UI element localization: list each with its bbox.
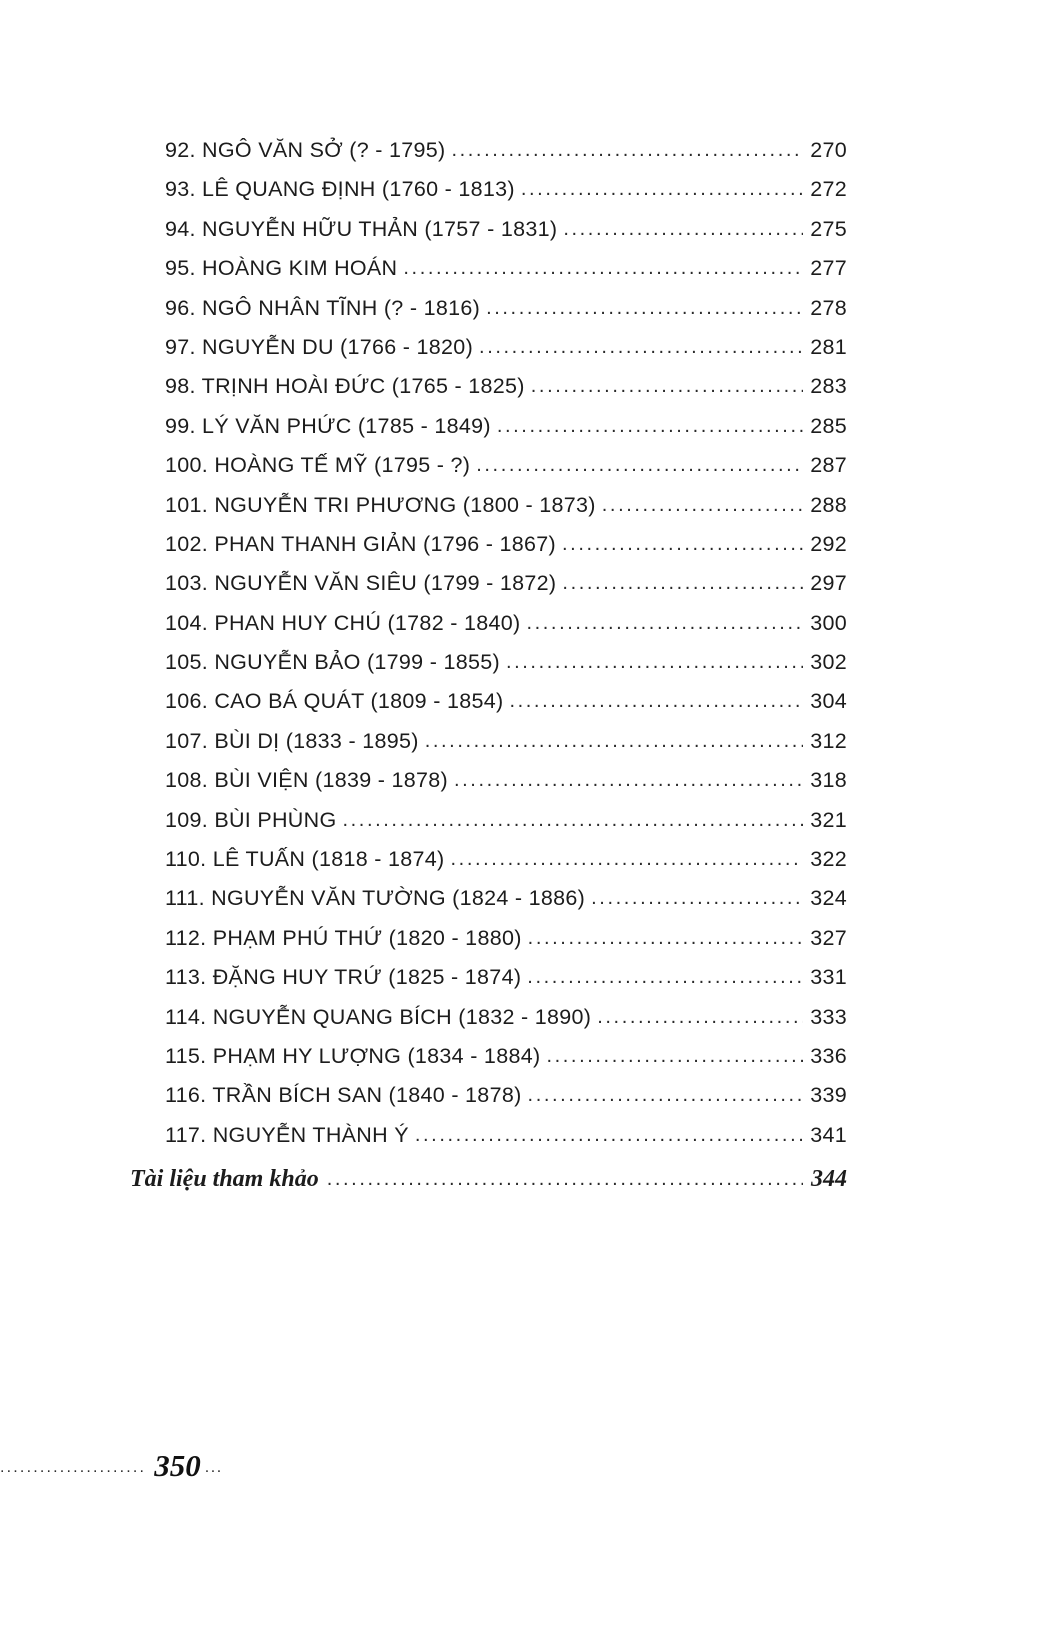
toc-entry-title: 112. PHẠM PHÚ THỨ (1820 - 1880) bbox=[165, 925, 522, 950]
toc-list bbox=[165, 138, 847, 1162]
toc-entry-page: 341 bbox=[810, 1122, 847, 1147]
toc-entry-title: 97. NGUYỄN DU (1766 - 1820) bbox=[165, 334, 474, 359]
toc-leader-dots bbox=[526, 610, 803, 635]
toc-entry-title: 102. PHAN THANH GIẢN (1796 - 1867) bbox=[165, 531, 556, 556]
toc-entry bbox=[165, 926, 847, 965]
toc-entry bbox=[165, 453, 847, 492]
toc-entry-title: 100. HOÀNG TẾ MỸ (1795 - ?) bbox=[165, 453, 471, 478]
toc-entry-title: 103. NGUYỄN VĂN SIÊU (1799 - 1872) bbox=[165, 571, 557, 596]
references-page: 344 bbox=[811, 1166, 847, 1192]
toc-entry bbox=[165, 611, 847, 650]
toc-leader-dots bbox=[425, 728, 804, 753]
toc-entry-page: 281 bbox=[810, 334, 847, 359]
toc-leader-dots bbox=[479, 334, 803, 359]
toc-entry-title: 105. NGUYỄN BẢO (1799 - 1855) bbox=[165, 650, 500, 675]
toc-entry-page: 324 bbox=[810, 886, 847, 911]
footer-dots-right: ... bbox=[204, 1459, 223, 1476]
toc-entry-title: 113. ĐẶNG HUY TRỨ (1825 - 1874) bbox=[165, 965, 522, 990]
toc-entry bbox=[165, 1005, 847, 1044]
toc-leader-dots bbox=[415, 1122, 803, 1147]
toc-entry-page: 292 bbox=[810, 531, 847, 556]
toc-leader-dots bbox=[531, 373, 803, 398]
toc-entry bbox=[165, 689, 847, 728]
references-row bbox=[130, 1166, 847, 1193]
toc-entry-page: 336 bbox=[810, 1043, 847, 1068]
toc-leader-dots bbox=[546, 1043, 803, 1068]
toc-entry bbox=[165, 729, 847, 768]
toc-entry-page: 285 bbox=[810, 413, 847, 438]
references-label: Tài liệu tham khảo bbox=[130, 1166, 319, 1192]
toc-entry-title: 106. CAO BÁ QUÁT (1809 - 1854) bbox=[165, 689, 504, 714]
toc-entry-title: 114. NGUYỄN QUANG BÍCH (1832 - 1890) bbox=[165, 1004, 592, 1029]
toc-entry-page: 272 bbox=[810, 177, 847, 202]
toc-entry-page: 304 bbox=[810, 689, 847, 714]
toc-entry-title: 111. NGUYỄN VĂN TƯỜNG (1824 - 1886) bbox=[165, 886, 586, 911]
toc-entry bbox=[165, 493, 847, 532]
toc-entry-page: 300 bbox=[810, 610, 847, 635]
toc-entry bbox=[165, 847, 847, 886]
toc-entry bbox=[165, 965, 847, 1004]
toc-leader-dots bbox=[486, 295, 803, 320]
toc-leader-dots bbox=[497, 413, 803, 438]
page-number: 350 bbox=[154, 1448, 201, 1483]
toc-entry-title: 101. NGUYỄN TRI PHƯƠNG (1800 - 1873) bbox=[165, 492, 596, 517]
toc-leader-dots bbox=[527, 964, 803, 989]
toc-entry-title: 117. NGUYỄN THÀNH Ý bbox=[165, 1122, 409, 1147]
toc-entry bbox=[165, 414, 847, 453]
toc-entry bbox=[165, 374, 847, 413]
toc-entry-title: 107. BÙI DỊ (1833 - 1895) bbox=[165, 728, 419, 753]
toc-entry-page: 302 bbox=[810, 650, 847, 675]
toc-leader-dots bbox=[476, 452, 803, 477]
toc-entry-title: 98. TRỊNH HOÀI ĐỨC (1765 - 1825) bbox=[165, 374, 525, 399]
toc-entry-title: 110. LÊ TUẤN (1818 - 1874) bbox=[165, 847, 445, 872]
toc-leader-dots bbox=[454, 767, 803, 792]
toc-leader-dots bbox=[563, 216, 803, 241]
toc-entry-page: 270 bbox=[810, 138, 847, 162]
toc-entry-title: 92. NGÔ VĂN SỞ (? - 1795) bbox=[165, 138, 446, 162]
toc-entry-title: 116. TRẦN BÍCH SAN (1840 - 1878) bbox=[165, 1083, 522, 1108]
toc-entry bbox=[165, 571, 847, 610]
toc-entry-page: 297 bbox=[810, 571, 847, 596]
toc-entry-page: 278 bbox=[810, 295, 847, 320]
toc-entry-page: 331 bbox=[810, 965, 847, 990]
footer-dots-left: ...................... bbox=[0, 1459, 147, 1476]
toc-leader-dots bbox=[342, 807, 803, 832]
toc-entry bbox=[165, 650, 847, 689]
toc-entry bbox=[165, 1044, 847, 1083]
references-leader-dots bbox=[327, 1165, 803, 1192]
toc-leader-dots bbox=[591, 885, 803, 910]
toc-entry bbox=[165, 886, 847, 925]
toc-entry-page: 275 bbox=[810, 216, 847, 241]
toc-leader-dots bbox=[602, 492, 803, 517]
toc-entry-page: 322 bbox=[810, 847, 847, 872]
toc-leader-dots bbox=[509, 688, 803, 713]
toc-entry bbox=[165, 217, 847, 256]
toc-entry-title: 95. HOÀNG KIM HOÁN bbox=[165, 256, 398, 281]
toc-leader-dots bbox=[451, 846, 804, 871]
toc-entry-page: 321 bbox=[810, 807, 847, 832]
toc-entry bbox=[165, 256, 847, 295]
toc-entry bbox=[165, 138, 847, 177]
toc-entry-title: 96. NGÔ NHÂN TĨNH (? - 1816) bbox=[165, 295, 481, 320]
toc-leader-dots bbox=[528, 1082, 804, 1107]
toc-leader-dots bbox=[506, 649, 803, 674]
toc-entry bbox=[165, 808, 847, 847]
toc-leader-dots bbox=[451, 137, 803, 162]
toc-leader-dots bbox=[597, 1004, 803, 1029]
toc-leader-dots bbox=[562, 570, 803, 595]
toc-entry-page: 287 bbox=[810, 453, 847, 478]
toc-entry bbox=[165, 1083, 847, 1122]
toc-entry-title: 104. PHAN HUY CHÚ (1782 - 1840) bbox=[165, 610, 521, 635]
toc-entry-title: 115. PHẠM HY LƯỢNG (1834 - 1884) bbox=[165, 1043, 541, 1068]
toc-entry-page: 327 bbox=[810, 925, 847, 950]
toc-entry bbox=[165, 296, 847, 335]
toc-entry-title: 93. LÊ QUANG ĐỊNH (1760 - 1813) bbox=[165, 177, 515, 202]
toc-leader-dots bbox=[562, 531, 803, 556]
page-footer bbox=[0, 1448, 223, 1484]
toc-entry-page: 333 bbox=[810, 1004, 847, 1029]
toc-entry-page: 288 bbox=[810, 492, 847, 517]
toc-entry bbox=[165, 768, 847, 807]
toc-entry-page: 339 bbox=[810, 1083, 847, 1108]
toc-entry-title: 99. LÝ VĂN PHỨC (1785 - 1849) bbox=[165, 413, 491, 438]
toc-leader-dots bbox=[521, 176, 803, 201]
toc-entry bbox=[165, 335, 847, 374]
toc-leader-dots bbox=[528, 925, 804, 950]
toc-entry bbox=[165, 1123, 847, 1162]
toc-entry-title: 108. BÙI VIỆN (1839 - 1878) bbox=[165, 768, 448, 793]
toc-leader-dots bbox=[403, 255, 803, 280]
toc-entry bbox=[165, 177, 847, 216]
toc-entry bbox=[165, 532, 847, 571]
toc-entry-title: 94. NGUYỄN HỮU THẢN (1757 - 1831) bbox=[165, 216, 558, 241]
toc-entry-page: 312 bbox=[810, 728, 847, 753]
toc-entry-title: 109. BÙI PHÙNG bbox=[165, 807, 337, 832]
toc-entry-page: 283 bbox=[810, 374, 847, 399]
toc-entry-page: 277 bbox=[810, 256, 847, 281]
toc-entry-page: 318 bbox=[810, 768, 847, 793]
